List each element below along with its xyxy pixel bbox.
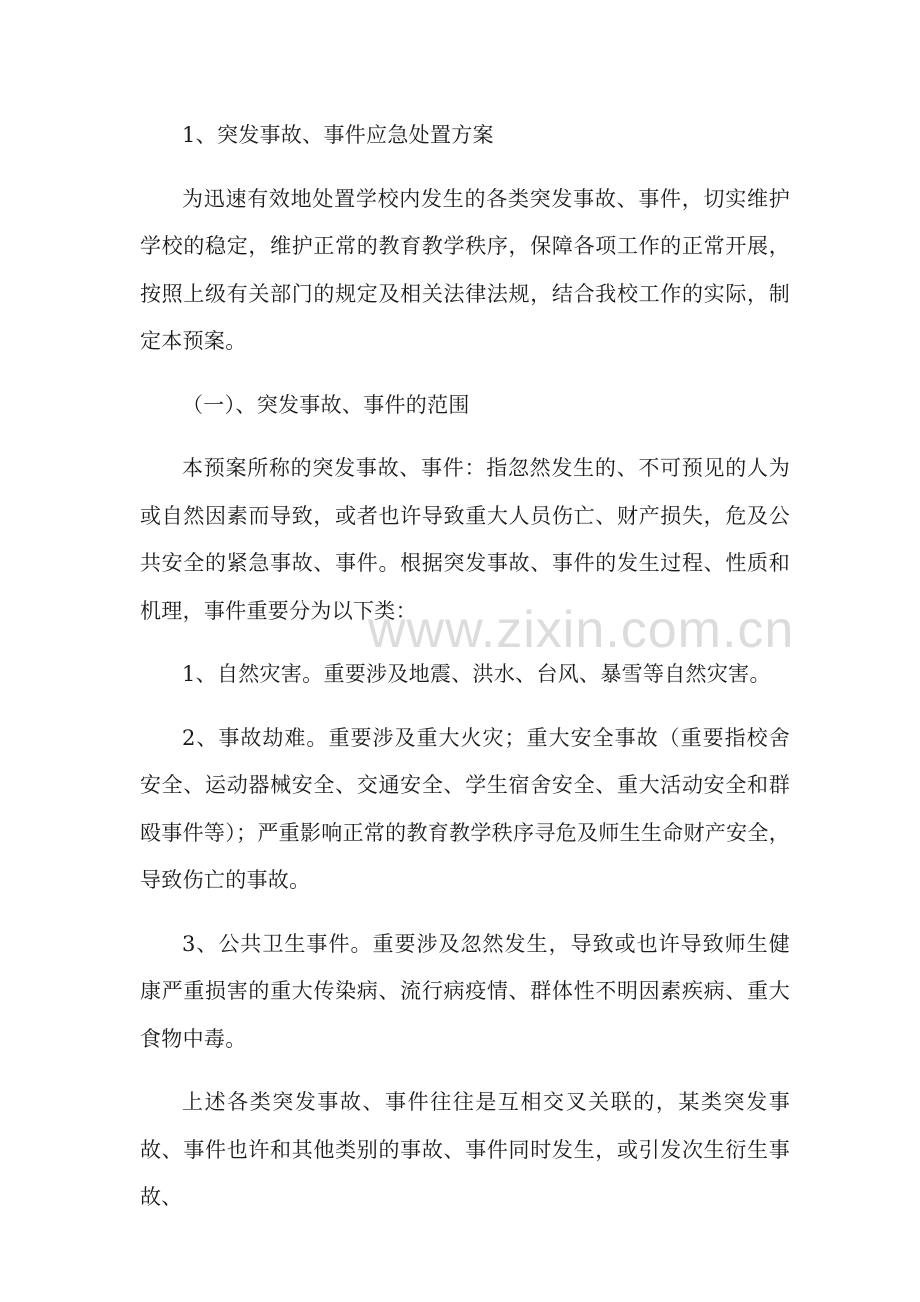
subsection-title-scope: （一）、突发事故、事件的范围 xyxy=(182,392,470,417)
document-body xyxy=(140,112,790,1238)
paragraph-public-health: 3、公共卫生事件。重要涉及忽然发生，导致或也许导致师生健康严重损害的重大传染病、流行病疫情、群体性不明因素疾病、重大食物中毒。 xyxy=(140,931,790,1051)
watermark: www.zixin.com.cn xyxy=(368,601,795,659)
paragraph-natural-disasters: 1、自然灾害。重要涉及地震、洪水、台风、暴雪等自然灾害。 xyxy=(182,662,771,686)
section-title: 1、突发事故、事件应急处置方案 xyxy=(182,123,494,147)
paragraph-definition: 本预案所称的突发事故、事件：指忽然发生的、不可预见的人为或自然因素而导致，或者也许导致重大人员伤亡、财产损失，危及公共安全的紧急事故、事件。根据突发事故、事件的发生过程、性质和机理，事件重要分为以下类： xyxy=(140,456,790,623)
paragraph-purpose: 为迅速有效地处置学校内发生的各类突发事故、事件，切实维护学校的稳定，维护正常的教育教学秩序，保障各项工作的正常开展，按照上级有关部门的规定及相关法律法规，结合我校工作的实际，制定本预案。 xyxy=(140,186,790,353)
paragraph-accidents: 2、事故劫难。重要涉及重大火灾；重大安全事故（重要指校舍安全、运动器械安全、交通安全、学生宿舍安全、重大活动安全和群殴事件等）；严重影响正常的教育教学秩序寻危及师生生命财产安全，导致伤亡的事故。 xyxy=(140,725,790,892)
paragraph-interrelated-events: 上述各类突发事故、事件往往是互相交叉关联的，某类突发事故、事件也许和其他类别的事故、事件同时发生，或引发次生衍生事故、 xyxy=(140,1090,790,1209)
